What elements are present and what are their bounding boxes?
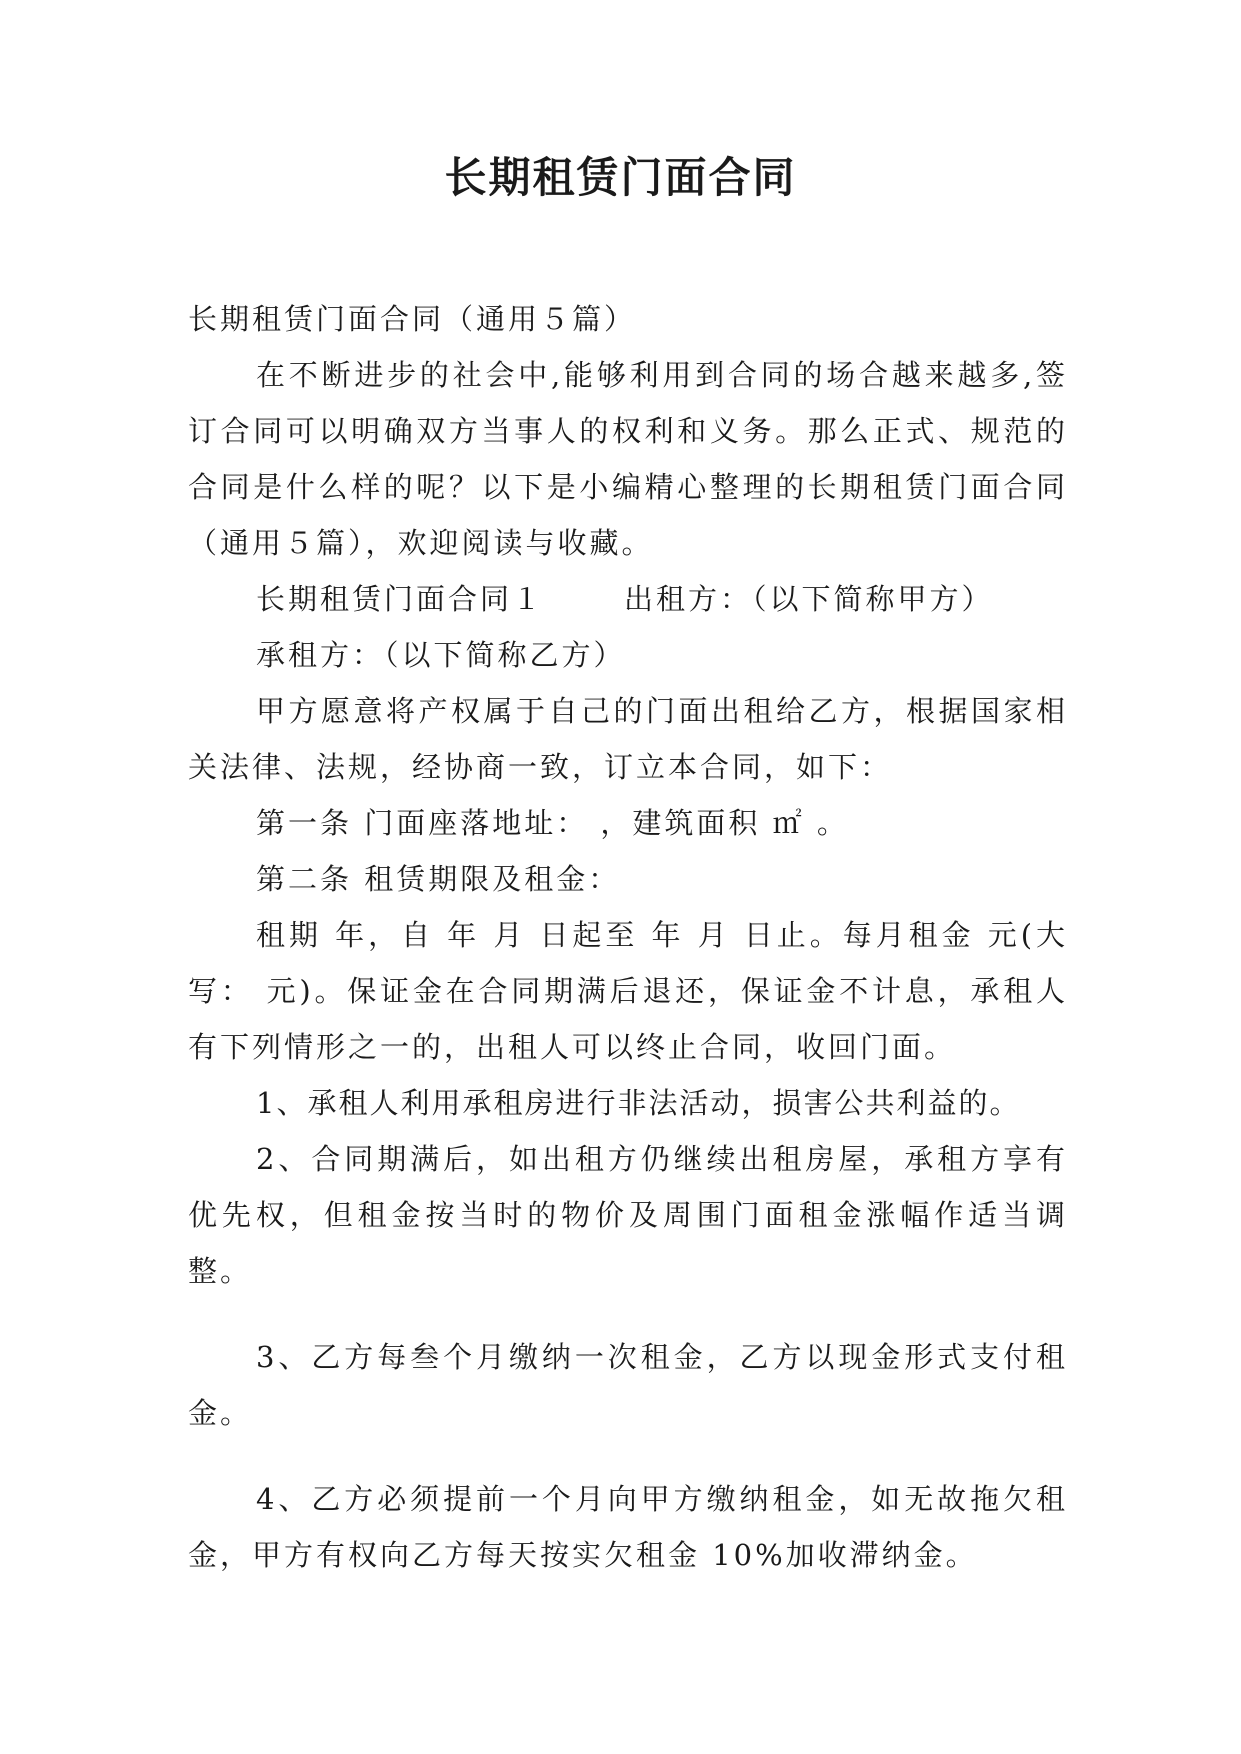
rent-terms-paragraph: 租期 年，自 年 月 日起至 年 月 日止。每月租金 元(大写： 元)。保证金在合同期满后退还，保证金不计息，承租人有下列情形之一的，出租人可以终止合同，收回门面。 <box>188 918 1068 1064</box>
clause-item-1: 1、承租人利用承租房进行非法活动，损害公共利益的。 <box>256 1086 1021 1120</box>
contract-heading: 长期租赁门面合同１ <box>256 582 545 616</box>
article-2: 第二条 租赁期限及租金： <box>256 862 621 896</box>
contract-heading-line <box>188 571 1068 627</box>
clause-item-2: 2、合同期满后，如出租方仍继续出租房屋，承租方享有优先权，但租金按当时的物价及周围门面租金涨幅作适当调整。 <box>188 1142 1068 1288</box>
clause-item-4: 4、乙方必须提前一个月向甲方缴纳租金，如无故拖欠租金，甲方有权向乙方每天按实欠租金 10%加收滞纳金。 <box>188 1482 1068 1572</box>
lessor-line: 出租方：（以下简称甲方） <box>624 582 994 616</box>
document-body <box>188 291 1068 1583</box>
article-1: 第一条 门面座落地址： ，建筑面积 ㎡ 。 <box>256 806 849 840</box>
document-subtitle: 长期租赁门面合同（通用５篇） <box>188 302 637 336</box>
lessee-line: 承租方：（以下简称乙方） <box>256 638 626 672</box>
intro-paragraph: 在不断进步的社会中,能够利用到合同的场合越来越多,签订合同可以明确双方当事人的权利和义务。那么正式、规范的合同是什么样的呢？以下是小编精心整理的长期租赁门面合同（通用５篇），欢迎阅读与收藏。 <box>188 358 1068 560</box>
clause-item-3: 3、乙方每叁个月缴纳一次租金，乙方以现金形式支付租金。 <box>188 1340 1068 1430</box>
document-title: 长期租赁门面合同 <box>444 153 797 202</box>
preamble-paragraph: 甲方愿意将产权属于自己的门面出租给乙方，根据国家相关法律、法规，经协商一致，订立本合同，如下： <box>188 694 1068 784</box>
